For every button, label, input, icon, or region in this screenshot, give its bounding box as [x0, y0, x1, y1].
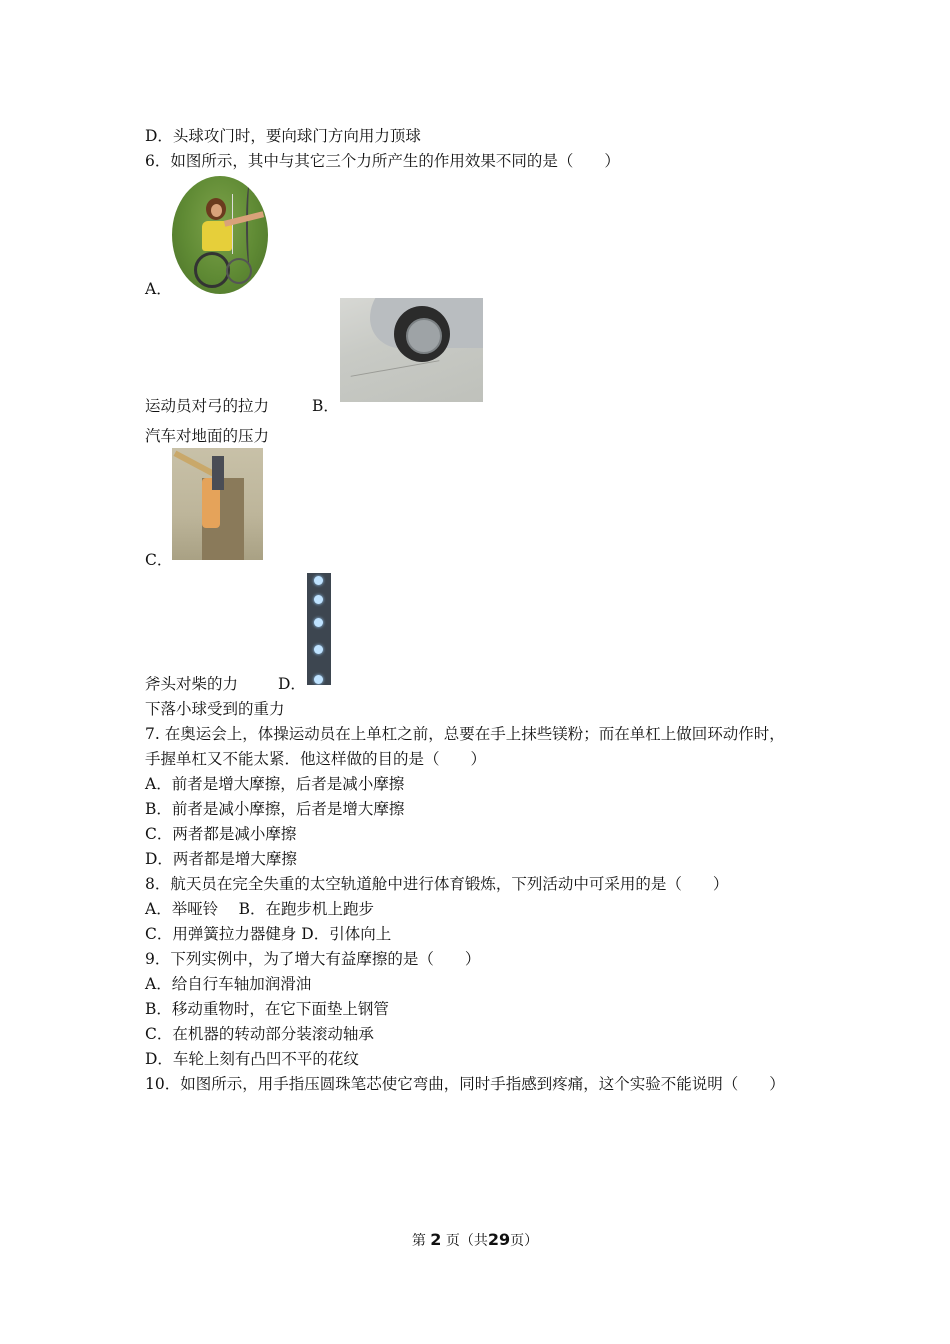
q6-option-c-letter: C． [145, 551, 173, 569]
q8-options-ab: A．举哑铃 B．在跑步机上跑步 [145, 900, 375, 918]
q9-option-d: D．车轮上刻有凸凹不平的花纹 [145, 1050, 359, 1068]
q6-option-d-caption: 下落小球受到的重力 [145, 700, 285, 718]
q6-option-a-caption: 运动员对弓的拉力 [145, 397, 270, 415]
footer-suffix: 页） [510, 1233, 539, 1249]
axe-wood-image [172, 448, 263, 560]
q7-option-d: D．两者都是增大摩擦 [145, 850, 297, 868]
question-7-line-2: 手握单杠又不能太紧．他这样做的目的是（ ） [145, 750, 487, 768]
archer-image [172, 176, 268, 294]
q5-option-d: D．头球攻门时，要向球门方向用力顶球 [145, 127, 421, 145]
q7-option-c: C．两者都是减小摩擦 [145, 825, 297, 843]
q7-option-b: B．前者是减小摩擦，后者是增大摩擦 [145, 800, 405, 818]
question-8: 8．航天员在完全失重的太空轨道舱中进行体育锻炼，下列活动中可采用的是（ ） [145, 875, 729, 893]
page-footer [0, 1230, 950, 1250]
q6-option-b-letter: B． [312, 397, 339, 415]
question-9: 9．下列实例中，为了增大有益摩擦的是（ ） [145, 950, 481, 968]
footer-total-pages: 29 [487, 1230, 511, 1249]
q9-option-c: C．在机器的转动部分装滚动轴承 [145, 1025, 374, 1043]
question-10: 10．如图所示，用手指压圆珠笔芯使它弯曲，同时手指感到疼痛，这个实验不能说明（ ） [145, 1075, 785, 1093]
question-6: 6．如图所示，其中与其它三个力所产生的作用效果不同的是（ ） [145, 152, 620, 170]
q6-option-b-caption: 汽车对地面的压力 [145, 427, 270, 445]
q9-option-a: A．给自行车轴加润滑油 [145, 975, 312, 993]
q8-options-cd: C．用弹簧拉力器健身 D．引体向上 [145, 925, 392, 943]
q6-option-c-caption: 斧头对柴的力 [145, 675, 239, 693]
q6-option-d-letter: D． [278, 675, 306, 693]
car-wheel-image [340, 298, 483, 402]
footer-mid: 页（共 [445, 1233, 488, 1249]
q7-option-a: A．前者是增大摩擦，后者是减小摩擦 [145, 775, 405, 793]
falling-ball-image [307, 573, 331, 685]
footer-page-number: 2 [430, 1230, 442, 1249]
q9-option-b: B．移动重物时，在它下面垫上钢管 [145, 1000, 389, 1018]
question-7-line-1: 7. 在奥运会上，体操运动员在上单杠之前，总要在手上抹些镁粉；而在单杠上做回环动作时， [145, 725, 785, 743]
q6-option-a-letter: A． [145, 280, 172, 298]
footer-prefix: 第 [411, 1233, 426, 1249]
